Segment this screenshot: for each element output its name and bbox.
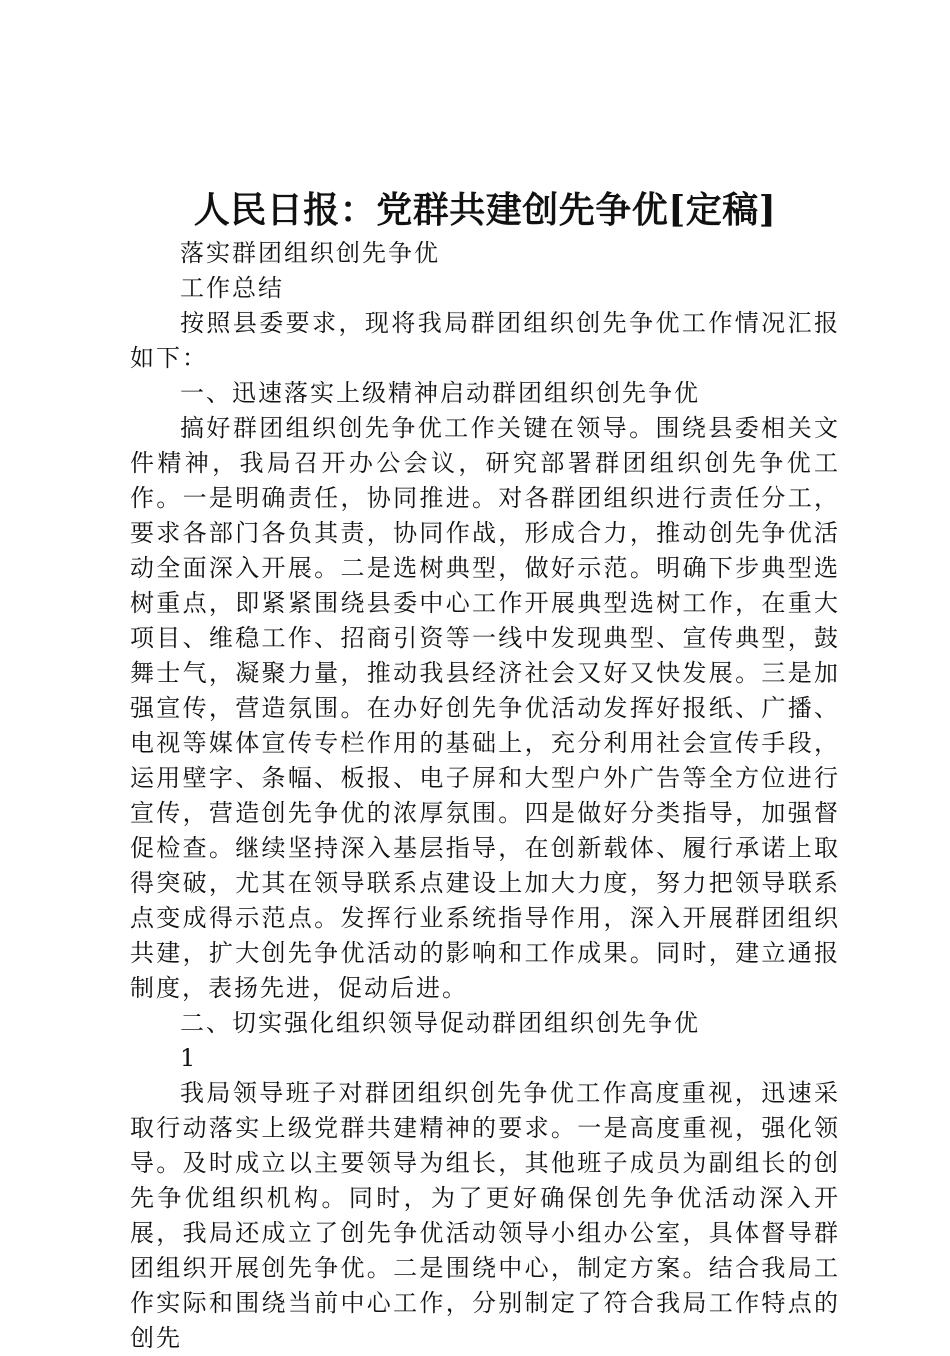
paragraph-section-2: 我局领导班子对群团组织创先争优工作高度重视，迅速采取行动落实上级党群共建精神的要求。一是高度重视，强化领导。及时成立以主要领导为组长，其他班子成员为副组长的创先争优组织机构。同时，为了更好确保创先争优活动深入开展，我局还成立了创先争优活动领导小组办公室，具体督导群团组织开展创先争优。二是围绕中心，制定方案。结合我局工作实际和围绕当前中心工作，分别制定了符合我局工作特点的创先	[130, 1079, 840, 1352]
document-body	[130, 236, 840, 1356]
paragraph-intro: 按照县委要求，现将我局群团组织创先争优工作情况汇报如下：	[130, 309, 840, 372]
page-number: 1	[180, 1044, 198, 1072]
paragraph-subtitle-2: 工作总结	[180, 274, 284, 302]
section-heading-2: 二、切实强化组织领导促动群团组织创先争优	[180, 1009, 700, 1037]
paragraph-subtitle-1: 落实群团组织创先争优	[180, 239, 440, 267]
section-heading-1: 一、迅速落实上级精神启动群团组织创先争优	[180, 379, 700, 407]
document-page	[130, 188, 840, 1356]
document-title: 人民日报：党群共建创先争优[定稿]	[193, 189, 777, 231]
paragraph-section-1: 搞好群团组织创先争优工作关键在领导。围绕县委相关文件精神，我局召开办公会议，研究部署群团组织创先争优工作。一是明确责任，协同推进。对各群团组织进行责任分工，要求各部门各负其责，协同作战，形成合力，推动创先争优活动全面深入开展。二是选树典型，做好示范。明确下步典型选树重点，即紧紧围绕县委中心工作开展典型选树工作，在重大项目、维稳工作、招商引资等一线中发现典型、宣传典型，鼓舞士气，凝聚力量，推动我县经济社会又好又快发展。三是加强宣传，营造氛围。在办好创先争优活动发挥好报纸、广播、电视等媒体宣传专栏作用的基础上，充分利用社会宣传手段，运用壁字、条幅、板报、电子屏和大型户外广告等全方位进行宣传，营造创先争优的浓厚氛围。四是做好分类指导，加强督促检查。继续坚持深入基层指导，在创新载体、履行承诺上取得突破，尤其在领导联系点建设上加大力度，努力把领导联系点变成得示范点。发挥行业系统指导作用，深入开展群团组织共建，扩大创先争优活动的影响和工作成果。同时，建立通报制度，表扬先进，促动后进。	[130, 414, 840, 1002]
